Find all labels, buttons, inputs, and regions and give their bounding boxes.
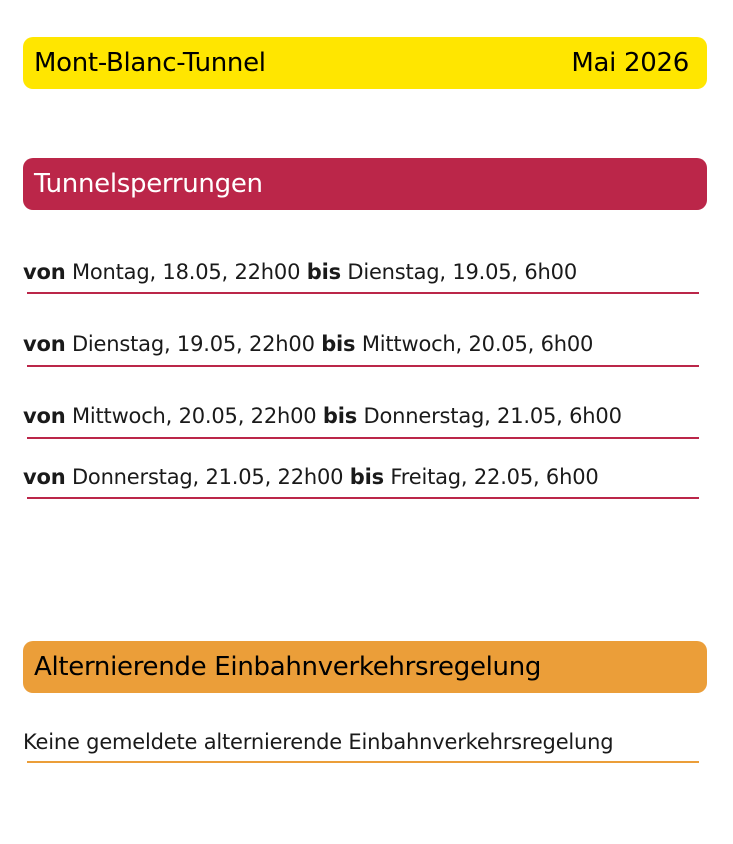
closure-end: Freitag, 22.05, 6h00 — [390, 465, 599, 489]
closure-start: Mittwoch, 20.05, 22h00 — [71, 404, 317, 428]
page-title: Mont-Blanc-Tunnel — [34, 48, 266, 78]
alternating-message: Keine gemeldete alternierende Einbahnverkehrsregelung — [23, 730, 614, 754]
divider — [27, 497, 699, 499]
to-label: bis — [349, 465, 384, 489]
closure-end: Mittwoch, 20.05, 6h00 — [361, 332, 594, 356]
from-label: von — [23, 332, 66, 356]
closure-item — [23, 403, 699, 429]
to-label: bis — [322, 404, 358, 428]
period-label: Mai 2026 — [571, 48, 689, 78]
closure-start: Donnerstag, 21.05, 22h00 — [71, 465, 344, 489]
closure-item — [23, 331, 699, 357]
closure-start: Dienstag, 19.05, 22h00 — [71, 332, 315, 356]
closure-item — [23, 464, 699, 490]
to-label: bis — [306, 260, 341, 284]
alternating-section-title: Alternierende Einbahnverkehrsregelung — [34, 652, 542, 682]
alternating-section-header — [23, 641, 707, 693]
from-label: von — [23, 404, 66, 428]
divider — [27, 761, 699, 763]
alternating-message-row — [23, 729, 699, 755]
from-label: von — [23, 260, 66, 284]
closure-end: Donnerstag, 21.05, 6h00 — [363, 404, 622, 428]
closure-start: Montag, 18.05, 22h00 — [71, 260, 301, 284]
to-label: bis — [321, 332, 356, 356]
closures-section-header — [23, 158, 707, 210]
page-header — [23, 37, 707, 89]
divider — [27, 437, 699, 439]
closure-end: Dienstag, 19.05, 6h00 — [347, 260, 577, 284]
divider — [27, 365, 699, 367]
divider — [27, 292, 699, 294]
from-label: von — [23, 465, 66, 489]
closures-section-title: Tunnelsperrungen — [34, 169, 263, 199]
closure-item — [23, 259, 699, 285]
